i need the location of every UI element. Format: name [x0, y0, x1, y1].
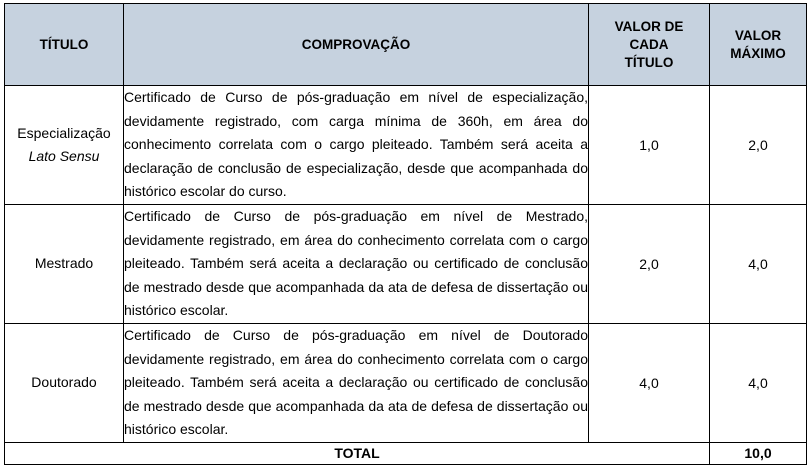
header-valor-cada-line-2: CADA [629, 36, 669, 52]
table-row [5, 323, 807, 442]
header-comprovacao: COMPROVAÇÃO [124, 4, 589, 86]
table-row [5, 86, 807, 205]
header-valor-maximo-line-2: MÁXIMO [730, 45, 786, 61]
total-row [5, 442, 807, 464]
header-valor-maximo [710, 4, 807, 86]
header-valor-cada-line-1: VALOR DE [614, 18, 684, 34]
header-valor-maximo-line-1: VALOR [734, 27, 782, 43]
row-valor-maximo: 4,0 [710, 323, 807, 442]
table-header-row [5, 4, 807, 86]
row-titulo [5, 86, 124, 205]
row-comprovacao: Certificado de Curso de pós-graduação em nível de Mestrado, devidamente registrado, em área do conhecimento correlata com o cargo pleiteado. Também será aceita a declaração ou certificado de conclusão de mestrado desde que acompanhada da ata de defesa de dissertação ou histórico escolar. [124, 204, 589, 323]
row-titulo: Doutorado [5, 323, 124, 442]
total-value: 10,0 [710, 442, 807, 464]
row-comprovacao: Certificado de Curso de pós-graduação em nível de especialização, devidamente registrado, com carga mínima de 360h, em área do conhecimento correlata com o cargo pleiteado. Também será aceita a declaração de conclusão de especialização, desde que acompanhada do histórico escolar do curso. [124, 86, 589, 205]
row-comprovacao: Certificado de Curso de pós-graduação em nível de Doutorado devidamente registrado, em área do conhecimento correlata com o cargo pleiteado. Também será aceita a declaração ou certificado de conclusão de mestrado desde que acompanhada da ata de defesa de dissertação ou histórico escolar. [124, 323, 589, 442]
header-titulo: TÍTULO [5, 4, 124, 86]
header-valor-cada-line-3: TÍTULO [624, 54, 674, 70]
total-label: TOTAL [5, 442, 710, 464]
row-titulo: Mestrado [5, 204, 124, 323]
header-valor-cada-titulo [589, 4, 710, 86]
titulo-line-1: Especialização [17, 124, 111, 141]
row-valor-cada-titulo: 1,0 [589, 86, 710, 205]
row-valor-maximo: 2,0 [710, 86, 807, 205]
titles-score-table [4, 3, 807, 465]
titulo-line-2: Lato Sensu [28, 147, 100, 164]
row-valor-cada-titulo: 2,0 [589, 204, 710, 323]
row-valor-cada-titulo: 4,0 [589, 323, 710, 442]
row-valor-maximo: 4,0 [710, 204, 807, 323]
table-row [5, 204, 807, 323]
